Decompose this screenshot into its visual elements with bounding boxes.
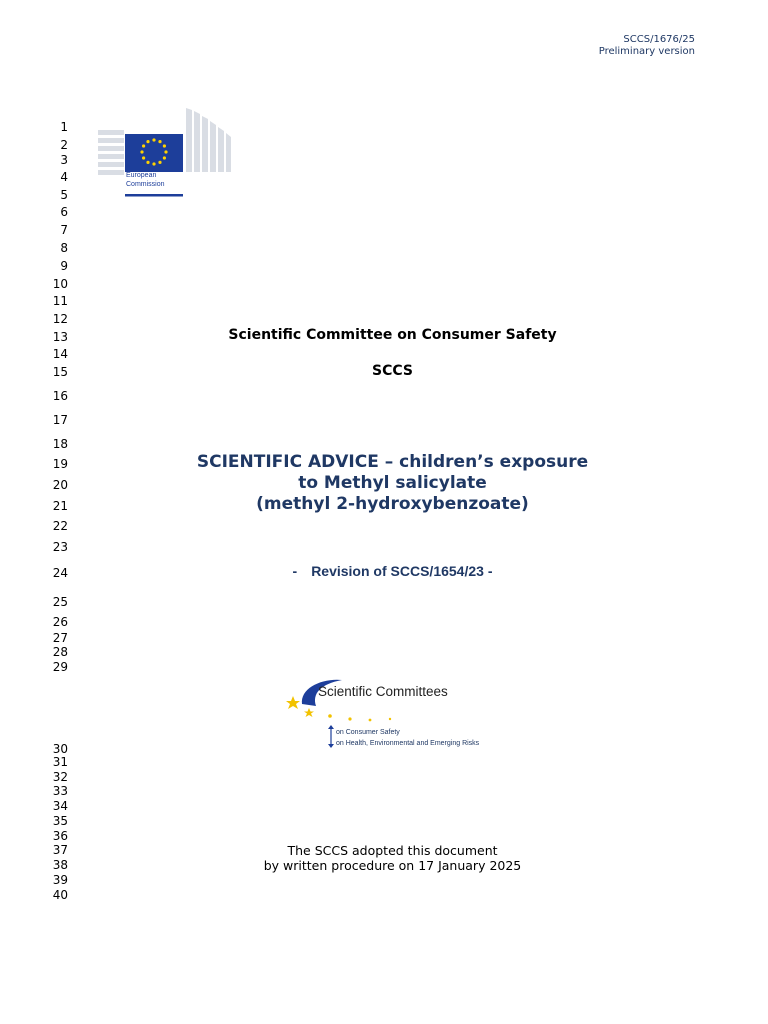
line-number: 1: [60, 120, 68, 134]
title-line-1: SCIENTIFIC ADVICE – children’s exposure: [196, 452, 589, 472]
committee-name: Scientific Committee on Consumer Safety: [228, 327, 557, 343]
line-number: 33: [52, 784, 68, 798]
line-number: 4: [60, 170, 68, 184]
line-number: 22: [52, 519, 68, 533]
line-number: 38: [52, 858, 68, 872]
line-number: 28: [52, 645, 68, 659]
committee-acronym: SCCS: [372, 363, 413, 379]
ec-building-icon: [96, 108, 236, 200]
adoption-line-1: The SCCS adopted this document: [287, 843, 498, 858]
line-number: 26: [52, 615, 68, 629]
line-number: 37: [52, 843, 68, 857]
revision-dash: -: [292, 563, 298, 579]
line-number: 13: [52, 330, 68, 344]
revision-note: [0, 563, 768, 579]
line-number: 31: [52, 755, 68, 769]
revision-text: Revision of SCCS/1654/23 -: [311, 563, 493, 579]
line-number: 23: [52, 540, 68, 554]
line-number: 17: [52, 413, 68, 427]
line-number: 14: [52, 347, 68, 361]
line-number: 20: [52, 478, 68, 492]
line-number: 32: [52, 770, 68, 784]
line-number: 29: [52, 660, 68, 674]
line-number: 19: [52, 457, 68, 471]
line-number: 2: [60, 138, 68, 152]
line-number: 18: [52, 437, 68, 451]
sc-logo-title: Scientific Committees: [318, 684, 448, 699]
line-number: 3: [60, 153, 68, 167]
line-number: 10: [52, 277, 68, 291]
adoption-statement: [0, 843, 768, 873]
line-number: 11: [52, 294, 68, 308]
line-number: 25: [52, 595, 68, 609]
line-number: 34: [52, 799, 68, 813]
title-line-3: (methyl 2-hydroxybenzoate): [256, 494, 529, 514]
line-number: 27: [52, 631, 68, 645]
line-number: 35: [52, 814, 68, 828]
title-line-2: to Methyl salicylate: [298, 473, 487, 493]
line-number: 9: [60, 259, 68, 273]
line-number: 36: [52, 829, 68, 843]
european-commission-logo: [96, 108, 236, 204]
document-status: Preliminary version: [598, 46, 695, 57]
line-number: 12: [52, 312, 68, 326]
line-number: 30: [52, 742, 68, 756]
line-number: 7: [60, 223, 68, 237]
line-number: 15: [52, 365, 68, 379]
sc-logo-item-health-risks: on Health, Environmental and Emerging Risks: [336, 740, 480, 747]
line-number: 40: [52, 888, 68, 902]
line-number: 24: [52, 566, 68, 580]
document-reference: SCCS/1676/25: [623, 34, 695, 45]
line-number: 8: [60, 241, 68, 255]
ec-logo-text-line1: European: [126, 172, 157, 179]
sc-logo-item-consumer-safety: on Consumer Safety: [336, 729, 400, 736]
adoption-line-2: by written procedure on 17 January 2025: [263, 858, 522, 873]
line-number: 5: [60, 188, 68, 202]
scientific-committees-logo: [282, 676, 497, 756]
document-title: [0, 452, 768, 515]
line-number: 16: [52, 389, 68, 403]
ec-logo-text-line2: Commission: [126, 180, 165, 188]
line-number: 39: [52, 873, 68, 887]
line-number: 6: [60, 205, 68, 219]
line-number: 21: [52, 499, 68, 513]
document-header-ref: [599, 34, 695, 58]
